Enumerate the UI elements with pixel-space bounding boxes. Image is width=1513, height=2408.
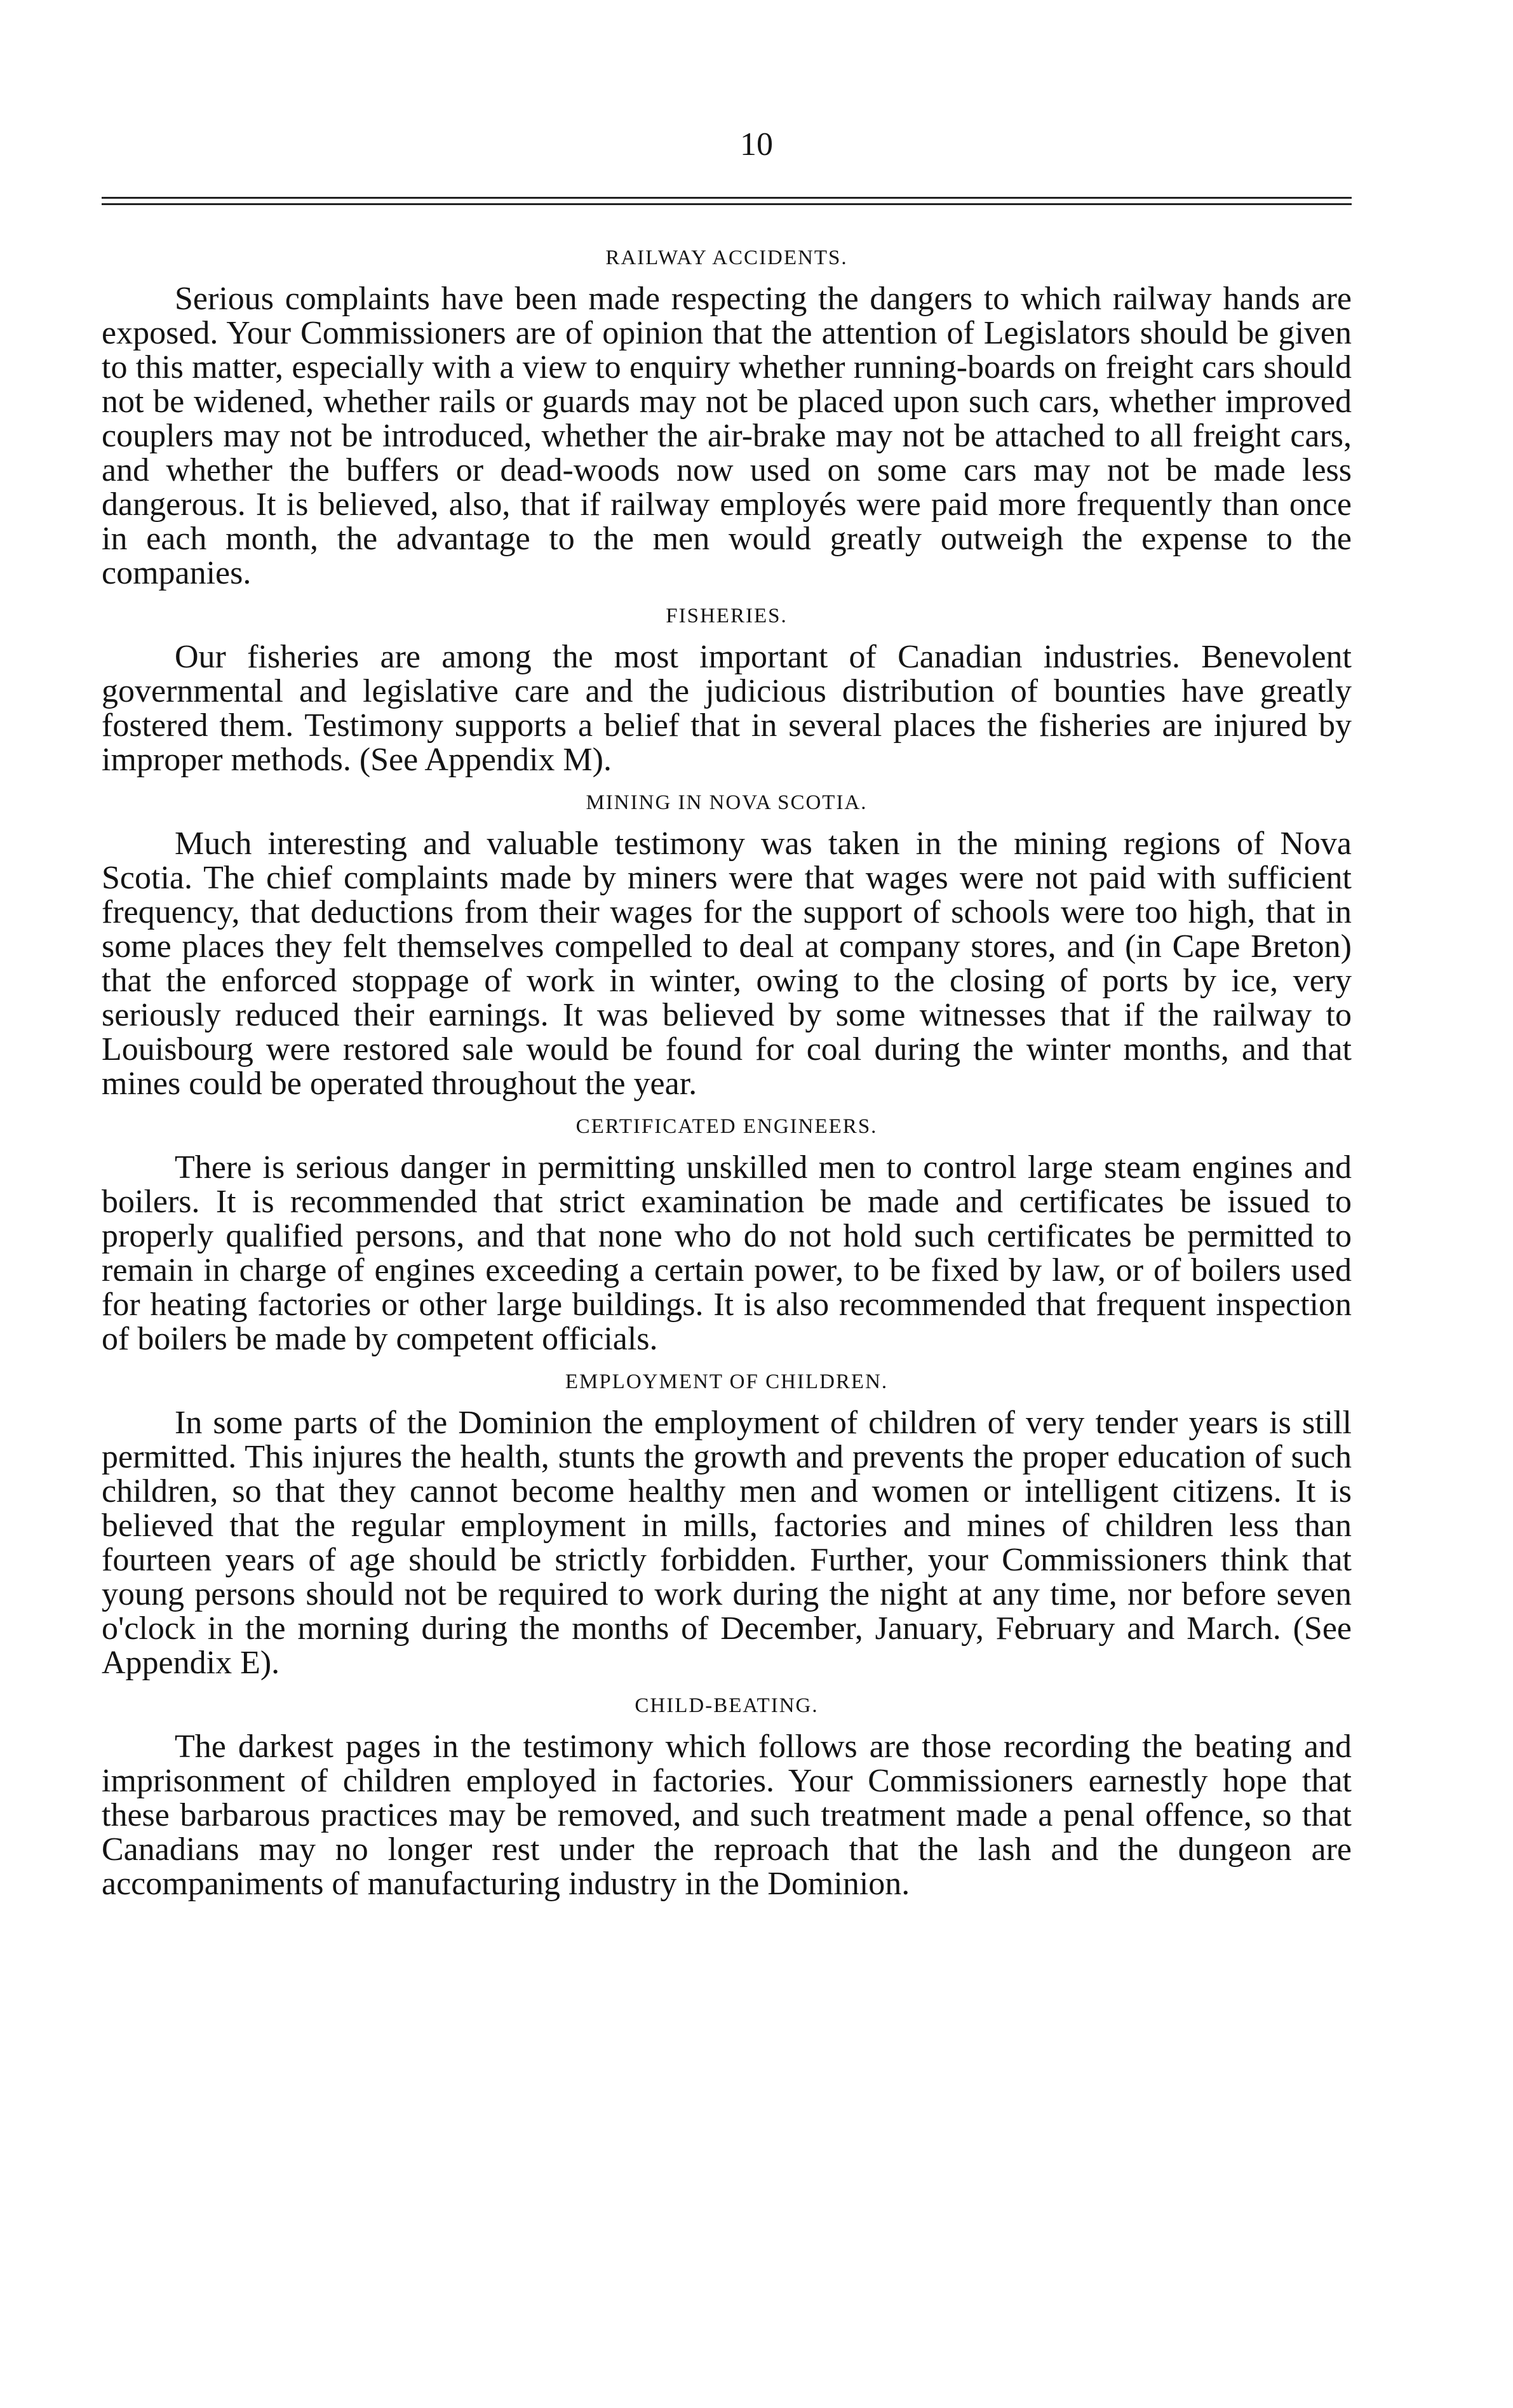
page-number: 10 — [740, 126, 773, 163]
section-heading: EMPLOYMENT OF CHILDREN. — [565, 1370, 889, 1393]
section-paragraph: There is serious danger in permitting unskilled men to control large steam engines and boilers. It is recommended that strict examination be made and certificates be issued to properly qualified persons, and that none who do not hold such certificates be permitted to remain in charge of engines exceeding a certain power, to be fixed by law, or of boilers used for heating factories or other large buildings. It is also recommended that frequent inspection of boilers be made by competent officials. — [102, 1149, 1352, 1357]
section-heading: CHILD-BEATING. — [635, 1694, 819, 1717]
section-mining-in-nova-scotia — [102, 789, 1352, 1101]
section-heading: CERTIFICATED ENGINEERS. — [575, 1115, 878, 1138]
section-paragraph: Serious complaints have been made respecting the dangers to which railway hands are exposed. Your Commissioners are of opinion that the attention of Legislators should be given to this matter, especially with a view to enquiry whether running-boards on freight cars should not be widened, whether rails or guards may not be placed upon such cars, whether improved couplers may not be introduced, whether the air-brake may not be attached to all freight cars, and whether the buffers or dead-woods now used on some cars may not be made less dangerous. It is believed, also, that if railway employés were paid more frequently than once in each month, the advantage to the men would greatly outweigh the expense to the companies. — [102, 281, 1352, 591]
section-paragraph: In some parts of the Dominion the employment of children of very tender years is still permitted. This injures the health, stunts the growth and prevents the proper education of such children, so that they cannot become healthy men and women or intelligent citizens. It is believed that the regular employment in mills, factories and mines of children less than fourteen years of age should be strictly forbidden. Further, your Commissioners think that young persons should not be required to work during the night at any time, nor before seven o'clock in the morning during the months of December, January, February and March. (See Appendix E). — [102, 1405, 1352, 1681]
section-heading: RAILWAY ACCIDENTS. — [605, 246, 848, 269]
section-paragraph: Much interesting and valuable testimony was taken in the mining regions of Nova Scotia. The chief complaints made by miners were that wages were not paid with sufficient frequency, that deductions from their wages for the support of schools were too high, that in some places they felt themselves compelled to deal at company stores, and (in Cape Breton) that the enforced stoppage of work in winter, owing to the closing of ports by ice, very seriously reduced their earnings. It was believed by some witnesses that if the railway to Louisbourg were restored sale would be found for coal during the winter months, and that mines could be operated throughout the year. — [102, 826, 1352, 1102]
header-rule-top — [102, 197, 1352, 199]
section-certificated-engineers — [102, 1113, 1352, 1356]
section-heading: FISHERIES. — [666, 605, 788, 627]
section-child-beating — [102, 1692, 1352, 1901]
page-body — [102, 244, 1352, 1913]
section-railway-accidents — [102, 244, 1352, 591]
section-paragraph: Our fisheries are among the most important of Canadian industries. Benevolent governmental and legislative care and the judicious distribution of bounties have greatly fostered them. Testimony supports a belief that in several places the fisheries are injured by improper methods. (See Appendix M). — [102, 639, 1352, 778]
section-employment-of-children — [102, 1368, 1352, 1680]
section-heading: MINING IN NOVA SCOTIA. — [586, 791, 868, 814]
section-paragraph: The darkest pages in the testimony which follows are those recording the beating and imprisonment of children employed in factories. Your Commissioners earnestly hope that these barbarous practices may be removed, and such treatment made a penal offence, so that Canadians may no longer rest under the reproach that the lash and the dungeon are accompaniments of manufacturing industry in the Dominion. — [102, 1729, 1352, 1902]
header-rule-bottom — [102, 203, 1352, 205]
section-fisheries — [102, 602, 1352, 777]
